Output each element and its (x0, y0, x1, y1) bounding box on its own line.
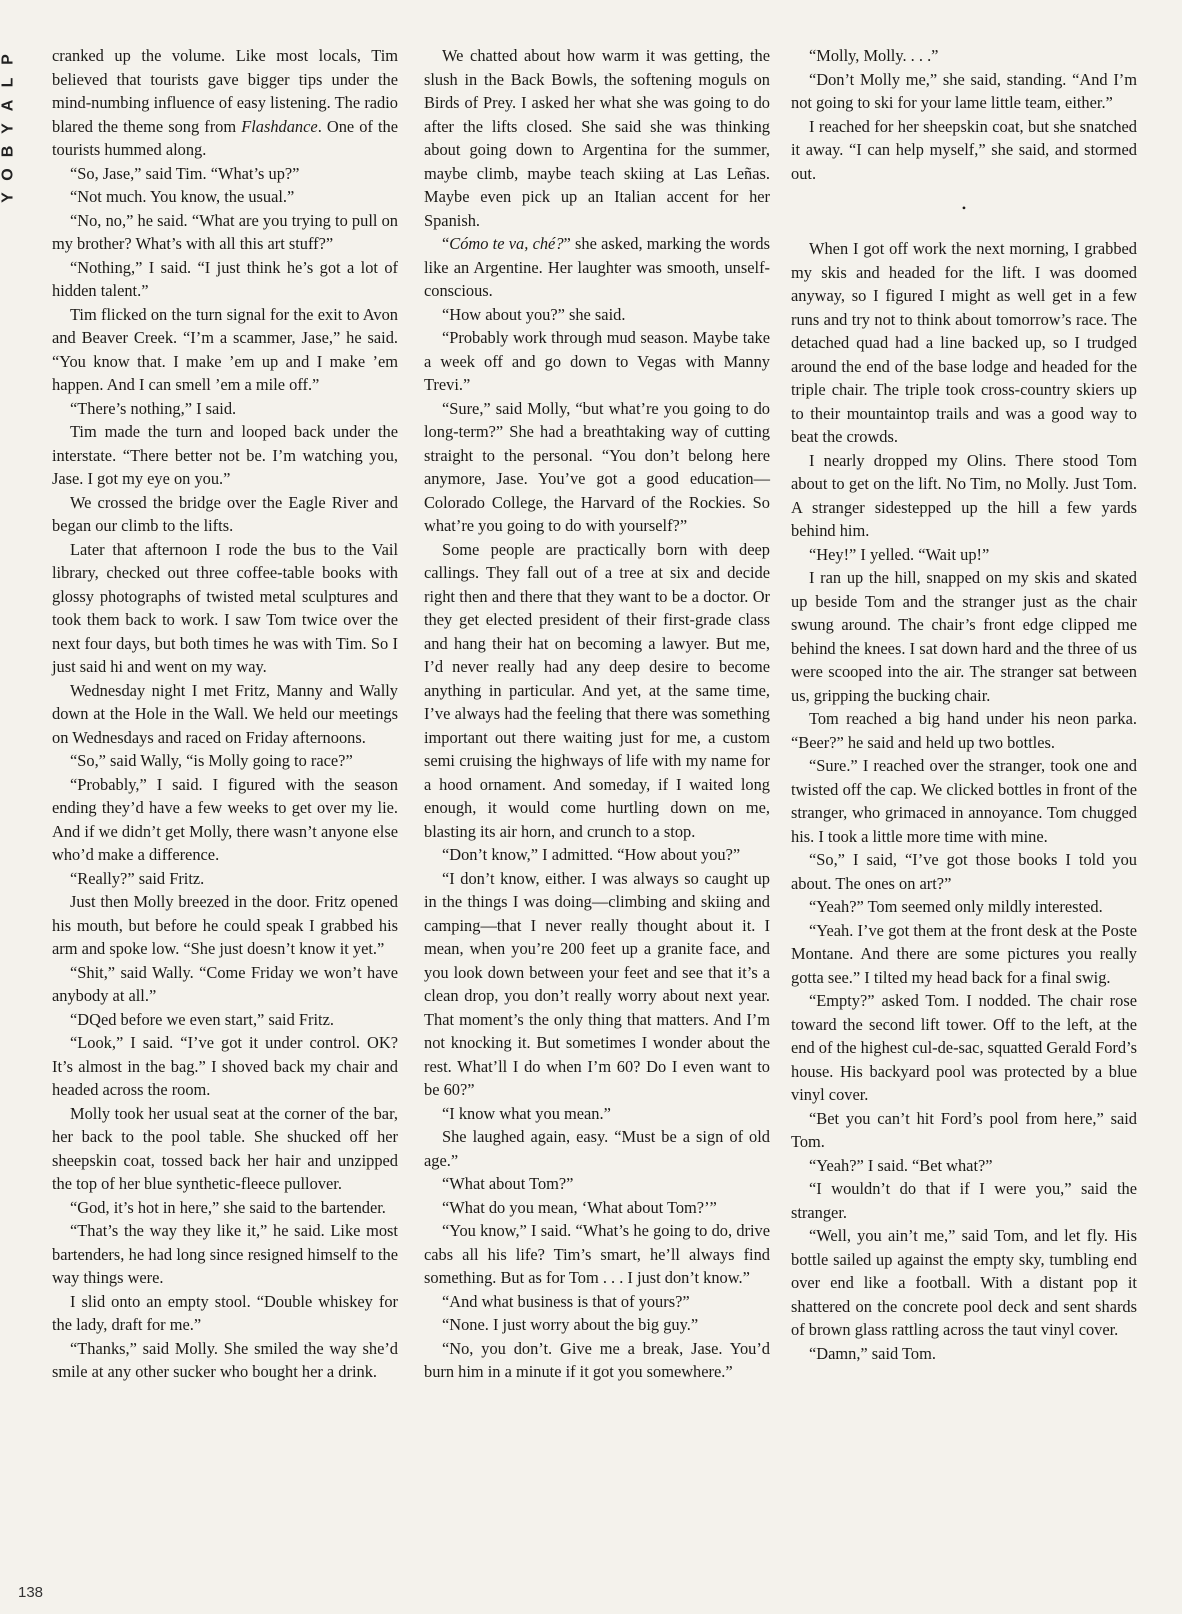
paragraph: “Damn,” said Tom. (809, 1343, 936, 1363)
paragraph: “Bet you can’t hit Ford’s pool from here,” said Tom. (791, 1108, 1137, 1151)
page-number: 138 (18, 1584, 44, 1601)
paragraph: “God, it’s hot in here,” she said to the bartender. (70, 1197, 386, 1217)
paragraph: “So,” said Wally, “is Molly going to race?” (70, 751, 353, 770)
text-column-3 (791, 44, 1137, 1365)
paragraph: “You know,” I said. “What’s he going to do, drive cabs all his life? Tim’s smart, he’ll always find something. But as for Tom . . . I just don’t know.” (424, 1221, 770, 1287)
paragraph: “I wouldn’t do that if I were you,” said the stranger. (791, 1179, 1137, 1222)
logo-letter: Y (0, 123, 17, 134)
paragraph: Tim flicked on the turn signal for the exit to Avon and Beaver Creek. “I’m a scammer, Jase,” he said. “You know that. I make ’em up and I make ’em happen. And I can smell ’em a mile off.” (52, 304, 398, 394)
paragraph: “Yeah. I’ve got them at the front desk at the Poste Montane. And there are some pictures you really gotta see.” I tilted my head back for a final swig. (791, 920, 1137, 987)
paragraph: “There’s nothing,” I said. (70, 398, 237, 418)
logo-letter: Y (0, 192, 17, 203)
paragraph: “So, Jase,” said Tim. “What’s up?” (70, 163, 300, 183)
text-column-1 (52, 44, 398, 1384)
paragraph: “Probably work through mud season. Maybe take a week off and go down to Vegas with Manny Trevi.” (424, 328, 770, 394)
paragraph: Wednesday night I met Fritz, Manny and Wally down at the Hole in the Wall. We held our meetings on Wednesdays and raced on Friday afternoons. (52, 680, 398, 747)
paragraph: “None. I just worry about the big guy.” (442, 1315, 699, 1334)
paragraph: “No, you don’t. Give me a break, Jase. You’d burn him in a minute if it got you somewhere.” (424, 1338, 770, 1381)
paragraph: “What about Tom?” (442, 1174, 574, 1193)
logo-letter: A (0, 99, 17, 112)
paragraph: “Sure,” said Molly, “but what’re you going to do long-term?” She had a breathtaking way of cutting straight to the personal. “You don’t belong here anymore, Jase. You’ve got a good education—Colorado College, the Harvard of the Rockies. So what’re you going to do with yourself?” (424, 398, 770, 535)
paragraph: Tim made the turn and looped back under the interstate. “There better not be. I’m watching you, Jase. I got my eye on you.” (52, 422, 398, 488)
paragraph: “How about you?” she said. (442, 304, 626, 324)
text-column-2 (424, 44, 770, 1384)
paragraph: I nearly dropped my Olins. There stood Tom about to get on the lift. No Tim, no Molly. Just Tom. A stranger sidestepped up the hill a few yards behind him. (791, 450, 1137, 540)
paragraph: “Sure.” I reached over the stranger, took one and twisted off the cap. We clicked bottles in front of the stranger, who grimaced in annoyance. Tom chugged his. I took a little more time with mine. (791, 756, 1137, 846)
paragraph: I slid onto an empty stool. “Double whiskey for the lady, draft for me.” (52, 1291, 398, 1334)
paragraph: Tom reached a big hand under his neon parka. “Beer?” he said and held up two bottles. (791, 709, 1137, 752)
paragraph: “That’s the way they like it,” he said. Like most bartenders, he had long since resigned himself to the way things were. (52, 1221, 398, 1287)
paragraph: “DQed before we even start,” said Fritz. (70, 1009, 334, 1029)
paragraph: We crossed the bridge over the Eagle River and began our climb to the lifts. (52, 492, 398, 535)
paragraph: I reached for her sheepskin coat, but she snatched it away. “I can help myself,” she said, and stormed out. (791, 116, 1137, 183)
paragraph: Molly took her usual seat at the corner of the bar, her back to the pool table. She shucked off her sheepskin coat, tossed back her hair and unzipped the top of her blue synthetic-fleece pullover. (52, 1103, 398, 1193)
logo-letter: O (0, 168, 17, 181)
paragraph: “I know what you mean.” (442, 1103, 611, 1123)
logo-letter: B (0, 145, 17, 158)
logo-letter: P (0, 54, 17, 65)
paragraph: “And what business is that of yours?” (442, 1291, 690, 1311)
paragraph: “Shit,” said Wally. “Come Friday we won’t have anybody at all.” (52, 962, 398, 1005)
paragraph: “Empty?” asked Tom. I nodded. The chair rose toward the second lift tower. Off to the left, at the end of the highest cul-de-sac, squatted Gerald Ford’s house. His backyard pool was protected by a blue vinyl cover. (791, 991, 1137, 1104)
paragraph: “Well, you ain’t me,” said Tom, and let fly. His bottle sailed up against the empty sky, tumbling end over end like a football. With a distant pop it shattered on the concrete pool deck and sent shards of brown glass rattling across the taut vinyl cover. (791, 1226, 1137, 1339)
logo-letter: L (0, 77, 17, 88)
paragraph: “I don’t know, either. I was always so caught up in the things I was doing—climbing and skiing and camping—that I never really thought about it. I mean, when you’re 200 feet up a granite face, and you look down between your feet and see that it’s a clean drop, you don’t really worry about next year. That moment’s the only thing that matters. And I’m not knocking it. But sometimes I wonder about the rest. What’ll I do when I’m 60? Do I even want to be 60?” (424, 868, 770, 1099)
paragraph: “Molly, Molly. . . .” (809, 46, 939, 65)
magazine-logo (0, 48, 21, 209)
paragraph: Just then Molly breezed in the door. Fritz opened his mouth, but before he could speak I grabbed his arm and spoke low. “She just doesn’t know it yet.” (52, 892, 398, 958)
paragraph: She laughed again, easy. “Must be a sign of old age.” (424, 1127, 770, 1170)
paragraph: “Not much. You know, the usual.” (70, 187, 295, 206)
section-break-bullet: • (961, 201, 967, 215)
paragraph: “Look,” I said. “I’ve got it under control. OK? It’s almost in the bag.” I shoved back my chair and headed across the room. (52, 1033, 398, 1099)
paragraph: “Don’t know,” I admitted. “How about you?” (442, 845, 741, 864)
paragraph: “No, no,” he said. “What are you trying to pull on my brother? What’s with all this art stuff?” (52, 210, 398, 253)
paragraph: “Yeah?” I said. “Bet what?” (809, 1155, 993, 1175)
paragraph: “Really?” said Fritz. (70, 868, 205, 888)
paragraph: “Nothing,” I said. “I just think he’s got a lot of hidden talent.” (52, 257, 398, 300)
paragraph: When I got off work the next morning, I grabbed my skis and headed for the lift. I was doomed anyway, so I figured I might as well get in a few runs and try not to think about tomorrow’s race. The detached quad had a line backed up, so I trudged around the end of the base lodge and headed for the triple chair. The triple took cross-country skiers up to their mountaintop trails and was a good way to beat the crowds. (791, 239, 1137, 446)
paragraph: Some people are practically born with deep callings. They fall out of a tree at six and decide right then and there that they want to be a doctor. Or they get elected president of their first-grade class and hang their hat on becoming a lawyer. But me, I’d never really had any deep desire to become anything in particular. And yet, at the same time, I’ve always had the feeling that there was something important out there waiting just for me, a custom semi cruising the highways of life with my name for a hood ornament. And someday, if I waited long enough, it would come hurtling down on me, blasting its air horn, and crunch to a stop. (424, 539, 770, 841)
paragraph: I ran up the hill, snapped on my skis and skated up beside Tom and the stranger just as the chair swung around. The chair’s front edge clipped me behind the knees. I sat down hard and the three of us were scooped into the air. The stranger sat between us, gripping the bucking chair. (791, 568, 1137, 705)
paragraph: Later that afternoon I rode the bus to the Vail library, checked out three coffee-table books with glossy photographs of twisted metal sculptures and took them back to work. I saw Tom twice over the next four days, but both times he was with Tim. So I just said hi and went on my way. (52, 539, 398, 676)
paragraph: “Yeah?” Tom seemed only mildly interested. (809, 897, 1103, 916)
paragraph: “Thanks,” said Molly. She smiled the way she’d smile at any other sucker who bought her a drink. (52, 1338, 398, 1381)
paragraph: “Hey!” I yelled. “Wait up!” (809, 544, 990, 564)
paragraph: “Don’t Molly me,” she said, standing. “And I’m not going to ski for your lame little team, either.” (791, 69, 1137, 112)
paragraph: “Cómo te va, ché?” she asked, marking the words like an Argentine. Her laughter was smooth, unself-conscious. (424, 234, 770, 300)
paragraph: “So,” I said, “I’ve got those books I told you about. The ones on art?” (791, 850, 1137, 893)
column-3-bottom (791, 237, 1137, 1365)
paragraph: We chatted about how warm it was getting, the slush in the Back Bowls, the softening moguls on Birds of Prey. I asked her what she was going to do after the lifts closed. She said she was thinking about going down to Argentina for the summer, maybe climb, maybe teach skiing at Las Leñas. Maybe even pick up an Italian accent for her Spanish. (424, 46, 770, 230)
column-3-top (791, 44, 1137, 185)
paragraph: cranked up the volume. Like most locals, Tim believed that tourists gave bigger tips under the mind-numbing influence of easy listening. The radio blared the theme song from Flashdance. One of the tourists hummed along. (52, 46, 398, 159)
paragraph: “Probably,” I said. I figured with the season ending they’d have a few weeks to get over my lie. And if we didn’t get Molly, there wasn’t anyone else who’d make a difference. (52, 774, 398, 864)
paragraph: “What do you mean, ‘What about Tom?’” (442, 1197, 717, 1217)
